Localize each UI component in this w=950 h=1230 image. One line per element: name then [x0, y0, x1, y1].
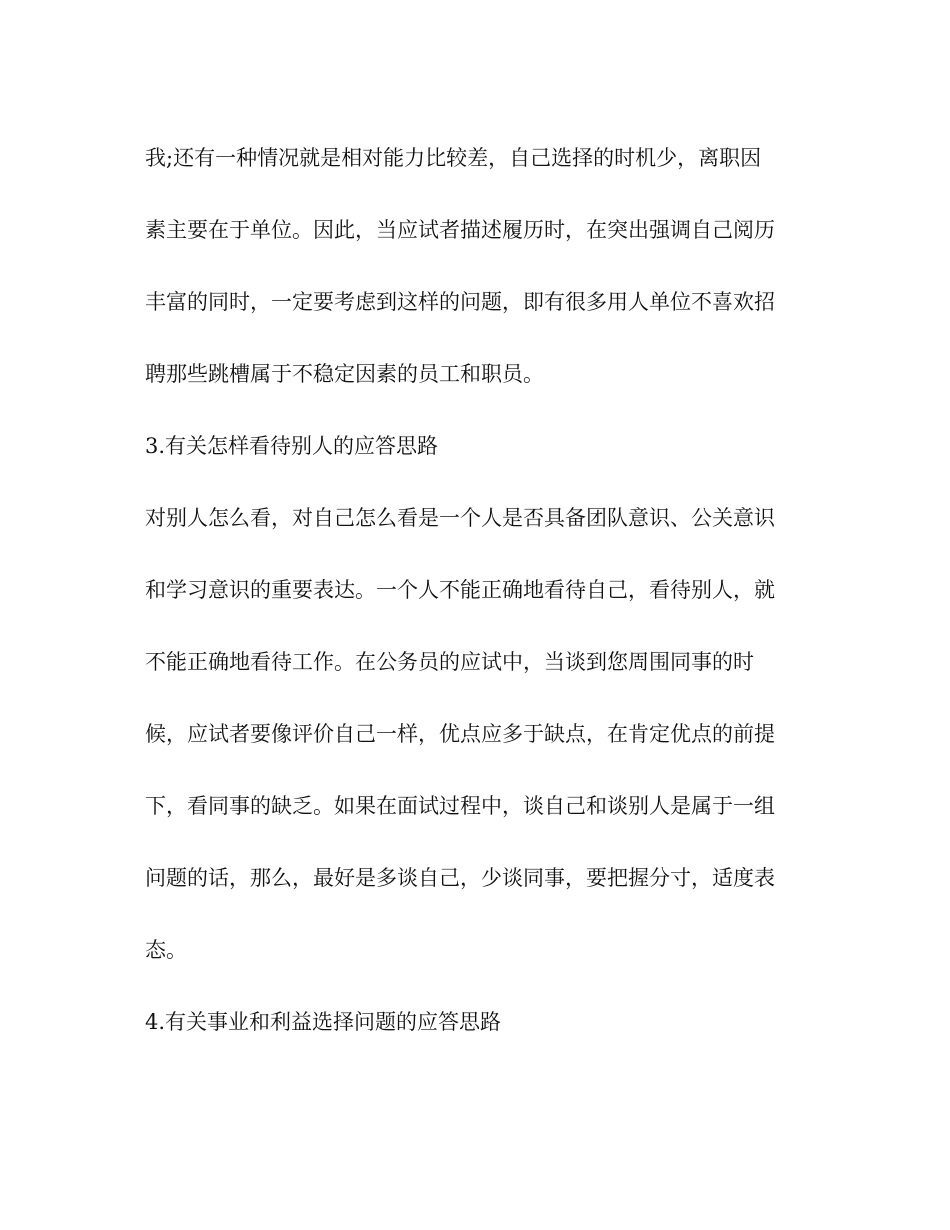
- paragraph-line: 对别人怎么看，对自己怎么看是一个人是否具备团队意识、公关意识: [145, 506, 775, 530]
- paragraph-line: 我;还有一种情况就是相对能力比较差，自己选择的时机少，离职因: [145, 146, 762, 170]
- paragraph-line: 态。: [145, 938, 187, 962]
- paragraph-line: 不能正确地看待工作。在公务员的应试中，当谈到您周围同事的时: [145, 650, 754, 674]
- section-heading: 4.有关事业和利益选择问题的应答思路: [145, 1010, 502, 1034]
- paragraph-line: 候，应试者要像评价自己一样，优点应多于缺点，在肯定优点的前提: [145, 722, 775, 746]
- paragraph-line: 问题的话，那么，最好是多谈自己，少谈同事，要把握分寸，适度表: [145, 866, 775, 890]
- paragraph-line: 聘那些跳槽属于不稳定因素的员工和职员。: [145, 362, 544, 386]
- paragraph-line: 素主要在于单位。因此，当应试者描述履历时，在突出强调自己阅历: [145, 218, 775, 242]
- paragraph-line: 丰富的同时，一定要考虑到这样的问题，即有很多用人单位不喜欢招: [145, 290, 775, 314]
- section-heading: 3.有关怎样看待别人的应答思路: [145, 434, 439, 458]
- paragraph-line: 和学习意识的重要表达。一个人不能正确地看待自己，看待别人，就: [145, 578, 775, 602]
- paragraph-line: 下，看同事的缺乏。如果在面试过程中，谈自己和谈别人是属于一组: [145, 794, 775, 818]
